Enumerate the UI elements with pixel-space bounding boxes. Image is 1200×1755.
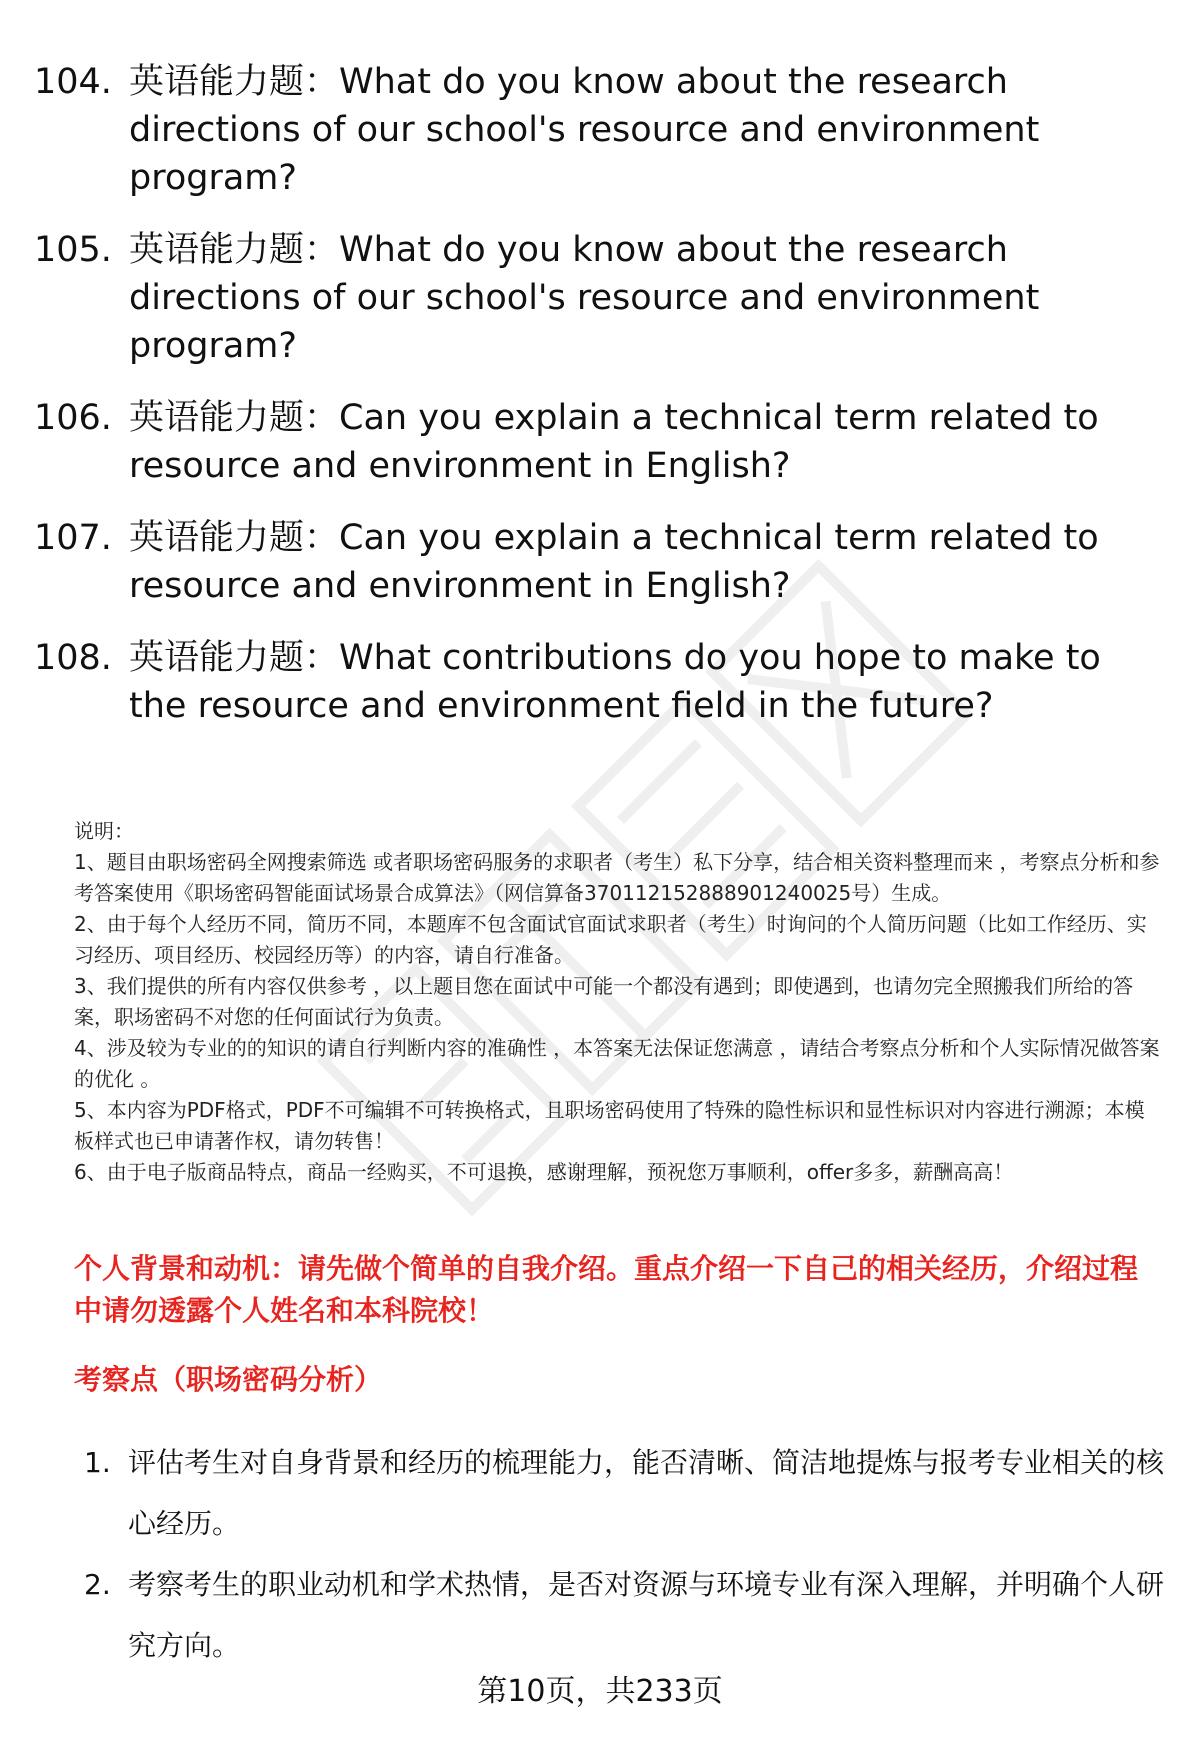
question-list <box>34 58 1164 754</box>
disclaimer-notes <box>74 816 1164 1188</box>
question-number: 108. <box>34 638 112 678</box>
note-item: 3、我们提供的所有内容仅供参考 ，以上题目您在面试中可能一个都没有遇到；即使遇到，也请勿完全照搬我们所给的答案，职场密码不对您的任何面试行为负责。 <box>74 974 1134 1029</box>
question-item <box>34 634 1164 730</box>
analysis-heading: 考察点（职场密码分析） <box>74 1363 383 1396</box>
question-item <box>34 514 1164 610</box>
question-number: 105. <box>34 230 112 270</box>
analysis-list <box>84 1432 1164 1676</box>
question-item <box>34 394 1164 490</box>
analysis-item <box>84 1554 1164 1676</box>
question-item <box>34 226 1164 370</box>
note-item: 1、题目由职场密码全网搜索筛选 或者职场密码服务的求职者（考生）私下分享，结合相关资料整理而来 ，考察点分析和参考答案使用《职场密码智能面试场景合成算法》（网信算备370112152888901240025号）生成。 <box>74 850 1160 905</box>
question-text: 英语能力题：What contributions do you hope to make to the resource and environment field in the future? <box>129 638 1101 726</box>
notes-title: 说明： <box>74 819 134 843</box>
note-item: 5、本内容为PDF格式，PDF不可编辑不可转换格式，且职场密码使用了特殊的隐性标识和显性标识对内容进行溯源；本模板样式也已申请著作权，请勿转售！ <box>74 1098 1145 1153</box>
analysis-text: 评估考生对自身背景和经历的梳理能力，能否清晰、简洁地提炼与报考专业相关的核心经历。 <box>128 1446 1165 1540</box>
analysis-item <box>84 1432 1164 1554</box>
question-heading: 个人背景和动机：请先做个简单的自我介绍。重点介绍一下自己的相关经历，介绍过程中请勿透露个人姓名和本科院校！ <box>74 1252 1139 1327</box>
question-text: 英语能力题：Can you explain a technical term related to resource and environment in English? <box>129 398 1099 486</box>
question-text: 英语能力题：Can you explain a technical term related to resource and environment in English? <box>129 518 1099 606</box>
note-item: 6、由于电子版商品特点，商品一经购买，不可退换，感谢理解，预祝您万事顺利，offer多多，薪酬高高！ <box>74 1160 1014 1184</box>
note-item: 2、由于每个人经历不同，简历不同，本题库不包含面试官面试求职者（考生）时询问的个人简历问题（比如工作经历、实习经历、项目经历、校园经历等）的内容，请自行准备。 <box>74 912 1147 967</box>
question-number: 104. <box>34 62 112 102</box>
page-footer: 第10页，共233页 <box>477 1674 723 1709</box>
question-text: 英语能力题：What do you know about the research directions of our school's resource and environment program? <box>129 230 1040 366</box>
question-item <box>34 58 1164 202</box>
question-number: 106. <box>34 398 112 438</box>
analysis-text: 考察考生的职业动机和学术热情，是否对资源与环境专业有深入理解，并明确个人研究方向。 <box>128 1568 1165 1662</box>
analysis-number: 2. <box>84 1568 111 1601</box>
analysis-number: 1. <box>84 1446 111 1479</box>
note-item: 4、涉及较为专业的的知识的请自行判断内容的准确性 ，本答案无法保证您满意 ，请结合考察点分析和个人实际情况做答案的优化 。 <box>74 1036 1160 1091</box>
question-text: 英语能力题：What do you know about the research directions of our school's resource and environment program? <box>129 62 1040 198</box>
question-number: 107. <box>34 518 112 558</box>
